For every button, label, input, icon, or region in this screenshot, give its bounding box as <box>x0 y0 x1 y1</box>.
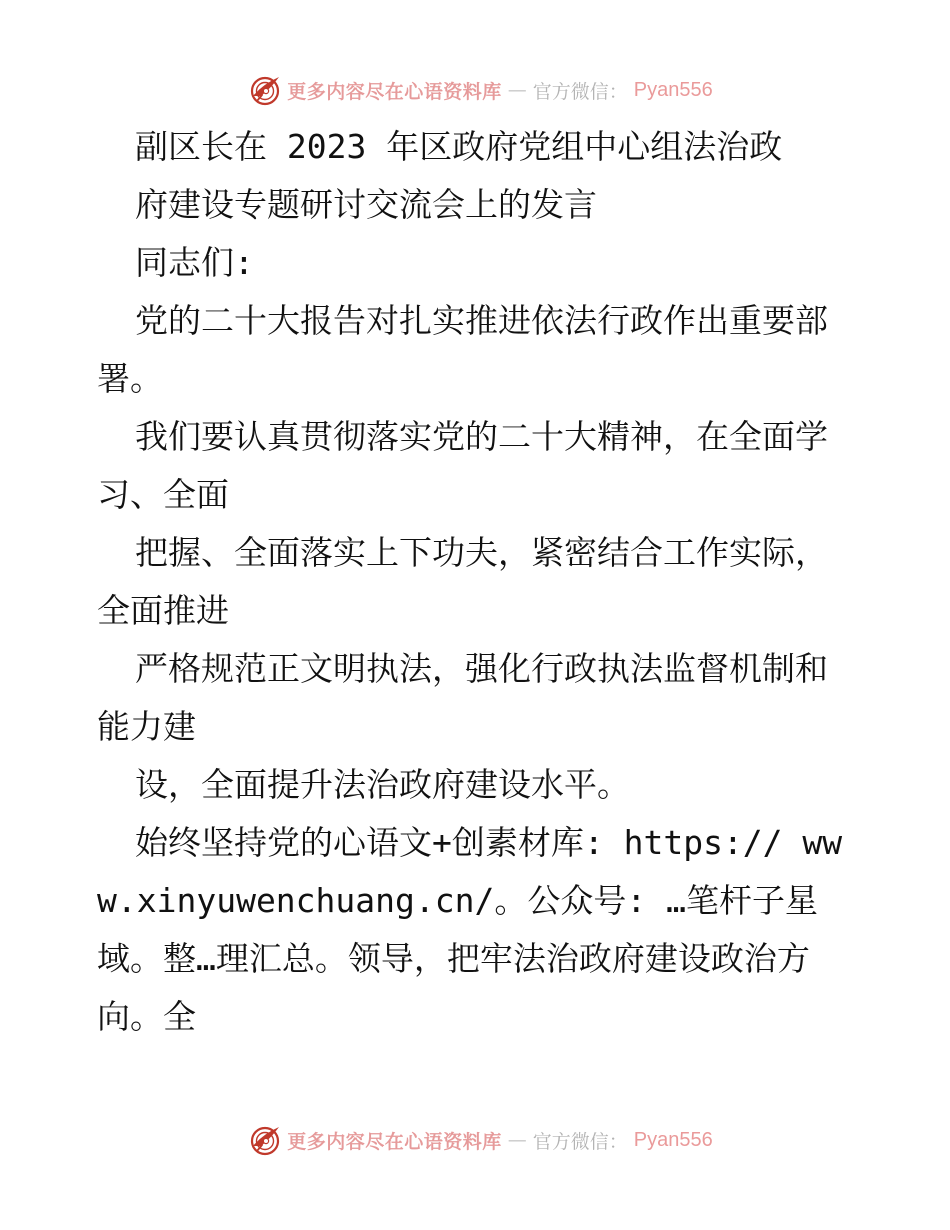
quill-logo-icon <box>249 1124 281 1156</box>
banner-slogan: 更多内容尽在心语资料库 <box>287 80 502 103</box>
quill-logo-icon <box>249 74 281 106</box>
header-banner <box>0 70 950 110</box>
banner-separator: — <box>507 1129 527 1151</box>
document-body <box>97 118 857 1046</box>
salutation: 同志们: <box>135 243 254 282</box>
document-title-line-2: 府建设专题研讨交流会上的发言 <box>135 185 597 224</box>
paragraph: 严格规范正文明执法，强化行政执法监督机制和能力建 <box>97 649 828 746</box>
document-title-line-1: 副区长在 2023 年区政府党组中心组法治政 <box>135 127 783 166</box>
banner-wechat-label: 官方微信： <box>532 80 628 103</box>
paragraph: 始终坚持党的心语文+创素材库: https:// www.xinyuwenchuang.cn/。公众号: …笔杆子星域。整…理汇总。领导，把牢法治政府建设政治方向。全 <box>97 823 843 1036</box>
banner-wechat-label: 官方微信： <box>532 1130 628 1153</box>
paragraph: 设，全面提升法治政府建设水平。 <box>135 765 630 804</box>
banner-separator: — <box>507 79 527 101</box>
footer-banner <box>0 1120 950 1160</box>
paragraph: 我们要认真贯彻落实党的二十大精神，在全面学习、全面 <box>97 417 828 514</box>
paragraph: 把握、全面落实上下功夫，紧密结合工作实际，全面推进 <box>97 533 828 630</box>
banner-slogan: 更多内容尽在心语资料库 <box>287 1130 502 1153</box>
paragraph: 党的二十大报告对扎实推进依法行政作出重要部署。 <box>97 301 828 398</box>
banner-wechat-id: Pyan556 <box>633 1128 713 1151</box>
banner-wechat-id: Pyan556 <box>633 78 713 101</box>
